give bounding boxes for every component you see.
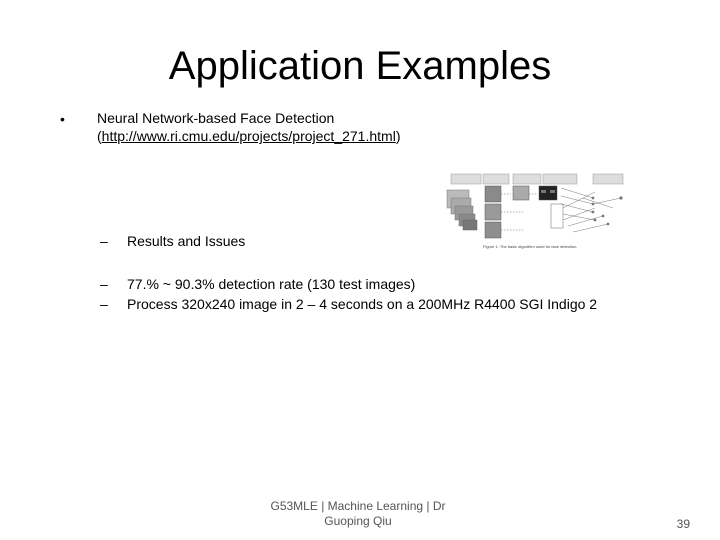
bullet-text: Neural Network-based Face Detection (97, 110, 335, 126)
figure-caption: Figure 1: The basic algorithm used for face detection. (483, 244, 578, 249)
footer-line-2: Guoping Qiu (324, 514, 392, 528)
link-prefix: ( (97, 128, 102, 144)
link-line (97, 127, 400, 145)
sub-item-2: 77.% ~ 90.3% detection rate (130 test images) (127, 276, 416, 292)
dash-marker-3: – (100, 296, 108, 312)
bullet-marker: • (60, 111, 65, 127)
slide-title: Application Examples (168, 44, 552, 88)
dash-marker-2: – (100, 276, 108, 292)
face-detection-diagram (443, 168, 633, 253)
sub-item-3: Process 320x240 image in 2 – 4 seconds on a 200MHz R4400 SGI Indigo 2 (127, 296, 598, 312)
slide-footer (248, 499, 468, 529)
footer-line-1: G53MLE | Machine Learning | Dr (270, 499, 446, 513)
project-link[interactable]: http://www.ri.cmu.edu/projects/project_271.html (101, 128, 396, 144)
page-number: 39 (676, 517, 690, 531)
link-suffix: ) (395, 128, 401, 144)
sub-item-1: Results and Issues (127, 233, 246, 249)
dash-marker-1: – (100, 233, 108, 249)
